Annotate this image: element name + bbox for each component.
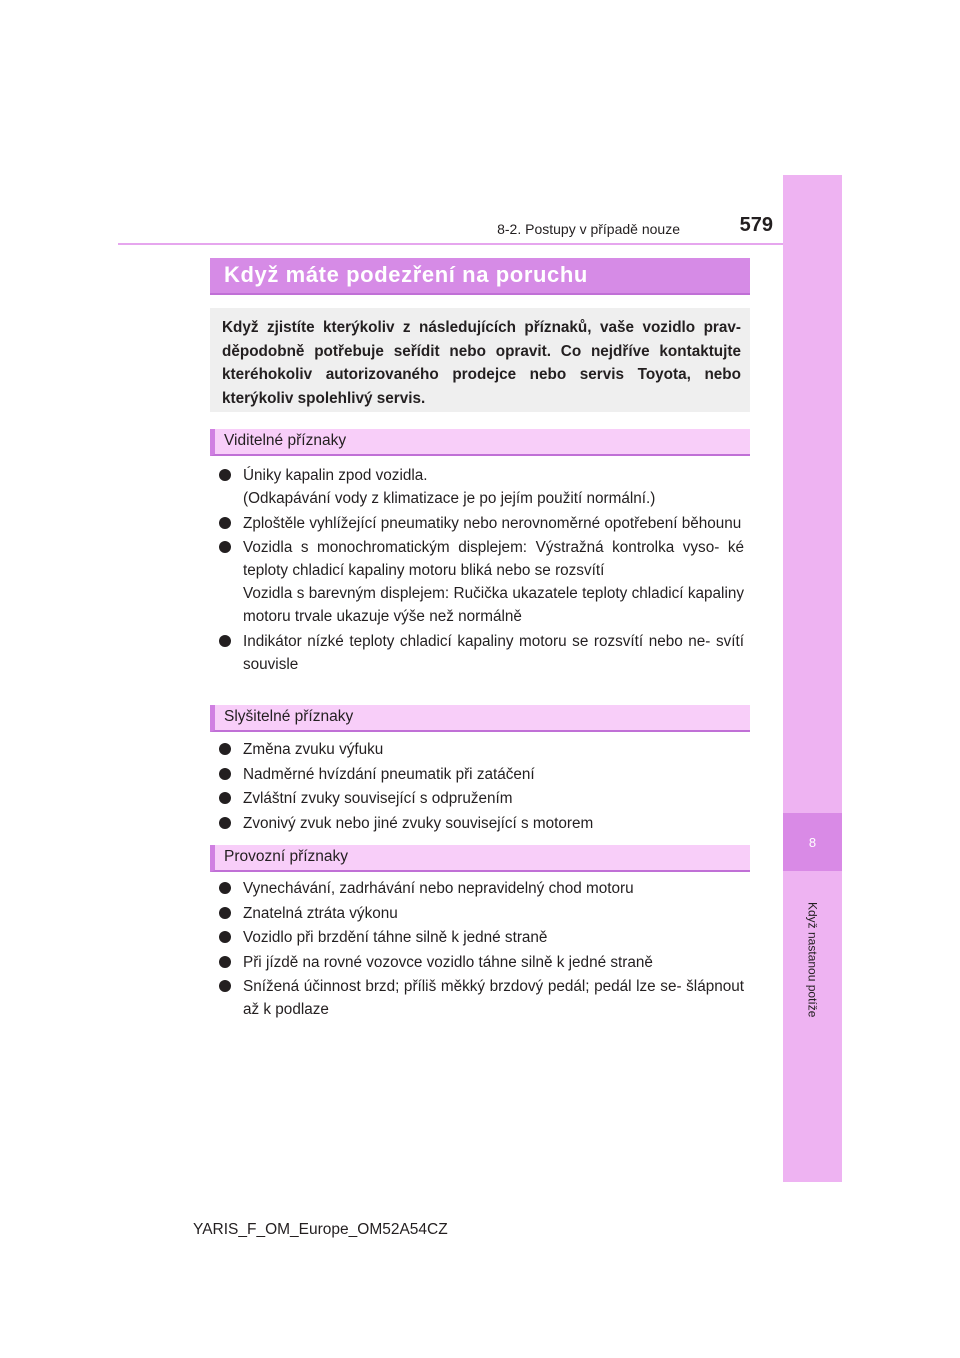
page-title-bar <box>210 258 750 295</box>
list-item <box>218 763 744 786</box>
list-item-note: (Odkapávání vody z klimatizace je po jejím použití normální.) <box>243 490 656 507</box>
chapter-number-tab[interactable] <box>783 813 842 871</box>
list-item-text: Snížená účinnost brzd; příliš měkký brzdový pedál; pedál lze se- šlápnout až k podlaze <box>243 978 744 1018</box>
list-item <box>218 738 744 761</box>
page-number: 579 <box>739 214 773 236</box>
list-item <box>218 536 744 628</box>
bullet-list-operational <box>218 877 744 1023</box>
chapter-title-tab <box>783 885 842 1035</box>
bullet-list-audible <box>218 738 744 836</box>
list-item-text: Zploštěle vyhlížející pneumatiky nebo nerovnoměrné opotřebení běhounu <box>243 514 742 532</box>
document-footer: YARIS_F_OM_Europe_OM52A54CZ <box>193 1221 448 1238</box>
subhead-operational-symptoms <box>210 845 750 872</box>
subhead-audible-symptoms <box>210 705 750 732</box>
list-item-text: Vozidlo při brzdění táhne silně k jedné straně <box>243 929 548 946</box>
list-item-text: Vozidla s monochromatickým displejem: Výstražná kontrolka vyso- ké teploty chladicí kapaliny motoru bliká nebo se rozsvítí <box>243 539 744 579</box>
section-label: 8-2. Postupy v případě nouze <box>497 221 680 237</box>
list-item <box>218 812 744 835</box>
list-item-text: Zvonivý zvuk nebo jiné zvuky související s motorem <box>243 814 594 832</box>
list-item-text: Indikátor nízké teploty chladicí kapaliny motoru se rozsvítí nebo ne- svítí souvisle <box>243 632 744 673</box>
subhead-label: Viditelné příznaky <box>224 432 347 449</box>
list-item <box>218 512 744 535</box>
list-item <box>218 464 744 510</box>
list-item-text: Změna zvuku výfuku <box>243 741 384 758</box>
chapter-title: Když nastanou potíže <box>805 902 820 1018</box>
list-item <box>218 902 744 925</box>
list-item-text: Vynechávání, zadrhávání nebo nepravidelný chod motoru <box>243 880 634 897</box>
intro-box: Když zjistíte kterýkoliv z následujících příznaků, vaše vozidlo prav- děpodobně potřebuje seřídit nebo opravit. Co nejdříve kontaktujte kteréhokoliv autorizovaného prodejce nebo servis Toyota, nebo kterýkoliv spolehlivý servis. <box>210 308 750 412</box>
list-item-text: Nadměrné hvízdání pneumatik při zatáčení <box>243 765 535 783</box>
list-item-text: Zvláštní zvuky související s odpružením <box>243 790 513 807</box>
header-divider <box>118 243 783 245</box>
list-item <box>218 975 744 1021</box>
bullet-list-visible <box>218 464 744 677</box>
subhead-visible-symptoms <box>210 429 750 456</box>
list-item <box>218 877 744 900</box>
subhead-label: Slyšitelné příznaky <box>224 708 354 725</box>
list-item-text: Při jízdě na rovné vozovce vozidlo táhne silně k jedné straně <box>243 953 653 971</box>
list-item <box>218 951 744 974</box>
chapter-number: 8 <box>808 834 817 850</box>
subhead-label: Provozní příznaky <box>224 848 349 865</box>
list-item-text: Vozidla s barevným displejem: Ručička ukazatele teploty chladicí kapaliny motoru trvale ukazuje výše než normálně <box>243 585 744 625</box>
list-item <box>218 787 744 810</box>
list-item-text: Úniky kapalin zpod vozidla. <box>243 467 428 484</box>
page-title: Když máte podezření na poruchu <box>224 262 588 287</box>
list-item <box>218 926 744 949</box>
list-item-text: Znatelná ztráta výkonu <box>243 904 398 922</box>
list-item <box>218 630 744 676</box>
